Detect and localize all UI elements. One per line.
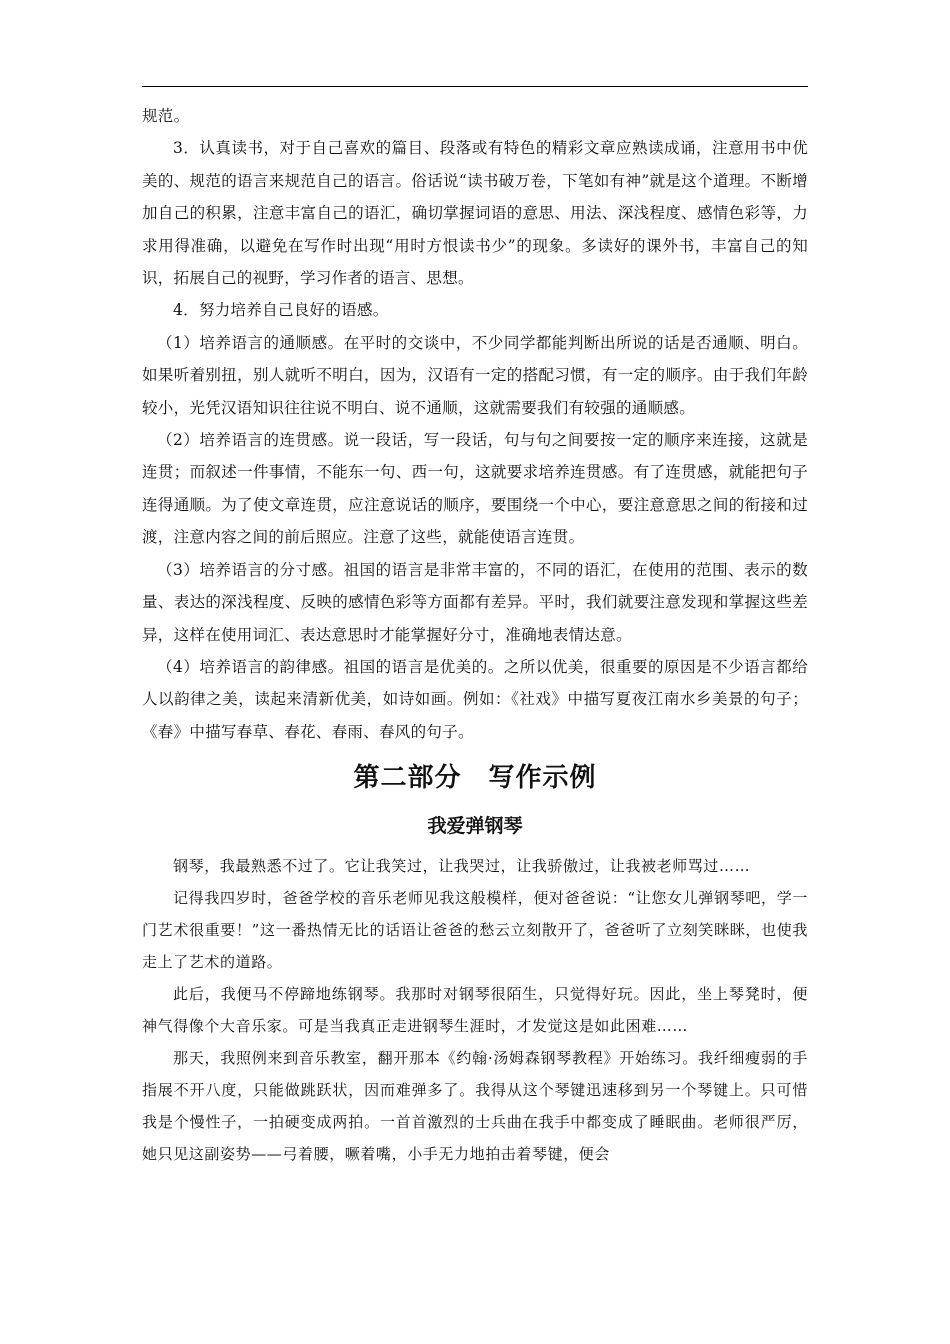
paragraph-coherence: （2）培养语言的连贯感。说一段话，写一段话，句与句之间要按一定的顺序来连接，这就是连贯；而叙述一件事情，不能东一句、西一句，这就要求培养连贯感。有了连贯感，就能把句子连得通顺。为了使文章连贯，应注意说话的顺序，要围绕一个中心，要注意意思之间的衔接和过渡，注意内容之间的前后照应。注意了这些，就能使语言连贯。 <box>142 431 808 547</box>
paragraph-fluency: （1）培养语言的通顺感。在平时的交谈中，不少同学都能判断出所说的话是否通顺、明白。如果听着别扭，别人就听不明白，因为，汉语有一定的搭配习惯，有一定的顺序。由于我们年龄较小，光凭汉语知识往往说不明白、说不通顺，这就需要我们有较强的通顺感。 <box>142 333 808 417</box>
essay-paragraph: 此后，我便马不停蹄地练钢琴。我那时对钢琴很陌生，只觉得好玩。因此，坐上琴凳时，便神气得像个大音乐家。可是当我真正走进钢琴生涯时，才发觉这是如此困难…… <box>142 985 808 1036</box>
essay-title: 我爱弹钢琴 <box>427 815 523 838</box>
paragraph-continuation: 规范。 <box>142 107 190 125</box>
paragraph-read-books: 3．认真读书，对于自己喜欢的篇目、段落或有特色的精彩文章应熟读成诵，注意用书中优美的、规范的语言来规范自己的语言。俗话说“读书破万卷，下笔如有神”就是这个道理。不断增加自己的积累，注意丰富自己的语汇，确切掌握词语的意思、用法、深浅程度、感情色彩等，力求用得准确，以避免在写作时出现“用时方恨读书少”的现象。多读好的课外书，丰富自己的知识，拓展自己的视野，学习作者的语言、思想。 <box>142 139 808 288</box>
paragraph-propriety: （3）培养语言的分寸感。祖国的语言是非常丰富的，不同的语汇，在使用的范围、表示的数量、表达的深浅程度、反映的感情色彩等方面都有差异。平时，我们就要注意发现和掌握这些差异，这样在使用词汇、表达意思时才能掌握好分寸，准确地表情达意。 <box>142 560 808 644</box>
paragraph-language-sense: 4．努力培养自己良好的语感。 <box>173 301 389 320</box>
essay-paragraph: 记得我四岁时，爸爸学校的音乐老师见我这般模样，便对爸爸说：“让您女儿弹钢琴吧，学一门艺术很重要！”这一番热情无比的话语让爸爸的愁云立刻散开了，爸爸听了立刻笑眯眯，也使我走上了艺术的道路。 <box>142 889 808 972</box>
paragraph-rhythm: （4）培养语言的韵律感。祖国的语言是优美的。之所以优美，很重要的原因是不少语言都给人以韵律之美，读起来清新优美，如诗如画。例如：《社戏》中描写夏夜江南水乡美景的句子；《春》中描写春草、春花、春雨、春风的句子。 <box>142 657 808 741</box>
essay <box>142 806 808 1170</box>
essay-paragraph: 那天，我照例来到音乐教室，翻开那本《约翰·汤姆森钢琴教程》开始练习。我纤细瘦弱的手指展不开八度，只能做跳跃状，因而难弹多了。我得从这个琴键迅速移到另一个琴键上。只可惜我是个慢性子，一拍硬变成两拍。一首首激烈的士兵曲在我手中都变成了睡眠曲。老师很严厉，她只见这副姿势——弓着腰，噘着嘴，小手无力地拍击着琴键，便会 <box>142 1049 808 1164</box>
part-title: 第二部分 写作示例 <box>353 763 597 794</box>
header-rule <box>142 86 808 87</box>
document-body <box>142 100 808 1170</box>
essay-paragraph: 钢琴，我最熟悉不过了。它让我笑过，让我哭过，让我骄傲过，让我被老师骂过…… <box>173 857 751 876</box>
